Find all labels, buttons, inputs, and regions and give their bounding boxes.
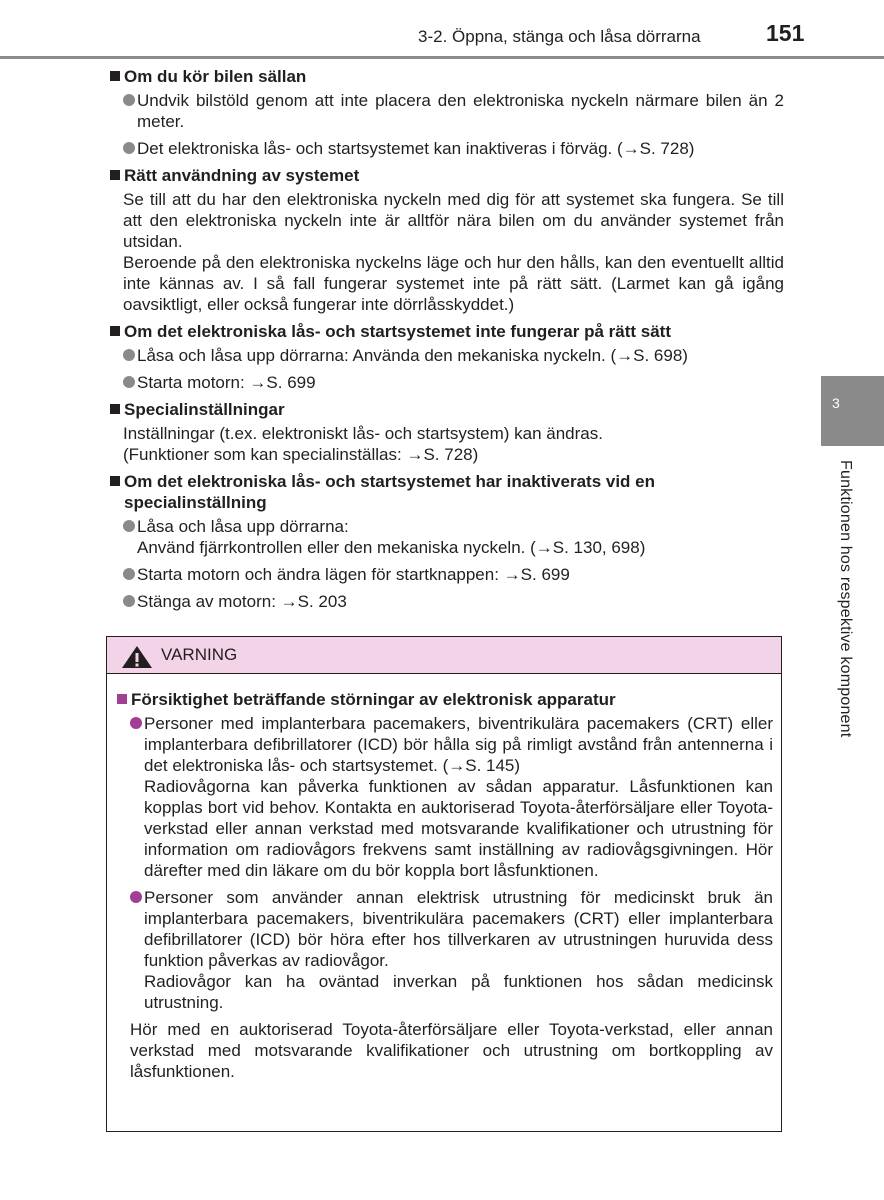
circle-bullet-icon xyxy=(123,376,135,388)
warning-label: VARNING xyxy=(161,645,238,664)
bullet-item: Starta motorn: →S. 699 xyxy=(123,372,784,393)
square-bullet-icon xyxy=(110,326,120,336)
paragraph: Inställningar (t.ex. elektroniskt lås- och startsystem) kan ändras. xyxy=(123,424,603,443)
paragraph: (Funktioner som kan specialinställas: →S. 728) xyxy=(123,445,479,464)
circle-bullet-icon xyxy=(130,717,142,729)
circle-bullet-icon xyxy=(123,94,135,106)
circle-bullet-icon xyxy=(123,520,135,532)
paragraph: Beroende på den elektroniska nyckelns läge och hur den hålls, kan den eventuellt alltid inte kännas av. I så fall fungerar systemet inte på rätt sätt. (Larmet kan gå igång oavsiktligt, eller också fungerar inte dörrlåsskyddet.) xyxy=(123,253,784,314)
header-divider xyxy=(0,56,884,59)
bullet-item: Personer som använder annan elektrisk utrustning för medicinskt bruk än implanterbara pacemakers, biventrikulära pacemakers (CRT) eller implanterbara defibrillatorer (ICD) bör höra efter hos tillverkaren av utrustningen huruvida dess funktion påverkas av radiovågor. Radiovågor kan ha oväntad inverkan på funktionen hos sådan medicinsk utrustning. xyxy=(130,887,773,1013)
circle-bullet-icon xyxy=(123,568,135,580)
warning-closing-paragraph: Hör med en auktoriserad Toyota-återförsäljare eller Toyota-verkstad, eller annan verkstad med motsvarande kvalifikationer och utrustning om bortkoppling av låsfunktionen. xyxy=(130,1020,773,1081)
section-heading: Om det elektroniska lås- och startsystemet har inaktiverats vid en specialinställning xyxy=(108,471,784,513)
bullet-item: Låsa och låsa upp dörrarna: Använd fjärrkontrollen eller den mekaniska nyckeln. (→S. 130, 698) xyxy=(123,516,784,558)
warning-heading: Försiktighet beträffande störningar av elektronisk apparatur xyxy=(115,689,773,710)
circle-bullet-icon xyxy=(130,891,142,903)
chapter-tab xyxy=(821,376,884,446)
chapter-label: Funktionen hos respektive komponent xyxy=(837,460,854,738)
warning-box xyxy=(106,636,782,1132)
circle-bullet-icon xyxy=(123,142,135,154)
section-heading: Om det elektroniska lås- och startsystemet inte fungerar på rätt sätt xyxy=(108,321,784,342)
square-bullet-icon xyxy=(110,476,120,486)
warning-triangle-icon xyxy=(121,645,153,669)
circle-bullet-icon xyxy=(123,349,135,361)
page-number: 151 xyxy=(766,20,805,46)
bullet-item: Låsa och låsa upp dörrarna: Använda den mekaniska nyckeln. (→S. 698) xyxy=(123,345,784,366)
paragraph: Se till att du har den elektroniska nyckeln med dig för att systemet ska fungera. Se till att den elektroniska nyckeln inte är alltför nära bilen om du använder systemet från utsidan. xyxy=(123,190,784,251)
main-content xyxy=(108,66,784,612)
warning-body xyxy=(115,689,773,1082)
bullet-item: Det elektroniska lås- och startsystemet kan inaktiveras i förväg. (→S. 728) xyxy=(123,138,784,159)
bullet-item: Starta motorn och ändra lägen för startknappen: →S. 699 xyxy=(123,564,784,585)
square-bullet-icon xyxy=(110,404,120,414)
section-title: 3-2. Öppna, stänga och låsa dörrarna xyxy=(418,27,701,46)
square-bullet-icon xyxy=(117,694,127,704)
chapter-number: 3 xyxy=(832,395,840,411)
bullet-item: Undvik bilstöld genom att inte placera den elektroniska nyckeln närmare bilen än 2 meter. xyxy=(123,90,784,132)
section-heading: Rätt användning av systemet xyxy=(108,165,784,186)
square-bullet-icon xyxy=(110,170,120,180)
bullet-item: Personer med implanterbara pacemakers, biventrikulära pacemakers (CRT) eller implanterbara defibrillatorer (ICD) bör hålla sig på rimligt avstånd från antennerna i det elektroniska lås- och startsystemet. (→S. 145) Radiovågorna kan påverka funktionen av sådan apparatur. Låsfunktionen kan kopplas bort vid behov. Kontakta en auktoriserad Toyota-återförsäljare eller Toyota-verkstad eller annan verkstad med motsvarande kvalifikationer och utrustning för information om radiovågors frekvens samt inställning av radiovågsgivningen. Hör därefter med din läkare om du bör koppla bort låsfunktionen. xyxy=(130,713,773,881)
warning-header xyxy=(107,637,781,674)
section-heading: Specialinställningar xyxy=(108,399,784,420)
bullet-item: Stänga av motorn: →S. 203 xyxy=(123,591,784,612)
square-bullet-icon xyxy=(110,71,120,81)
section-heading: Om du kör bilen sällan xyxy=(108,66,784,87)
circle-bullet-icon xyxy=(123,595,135,607)
